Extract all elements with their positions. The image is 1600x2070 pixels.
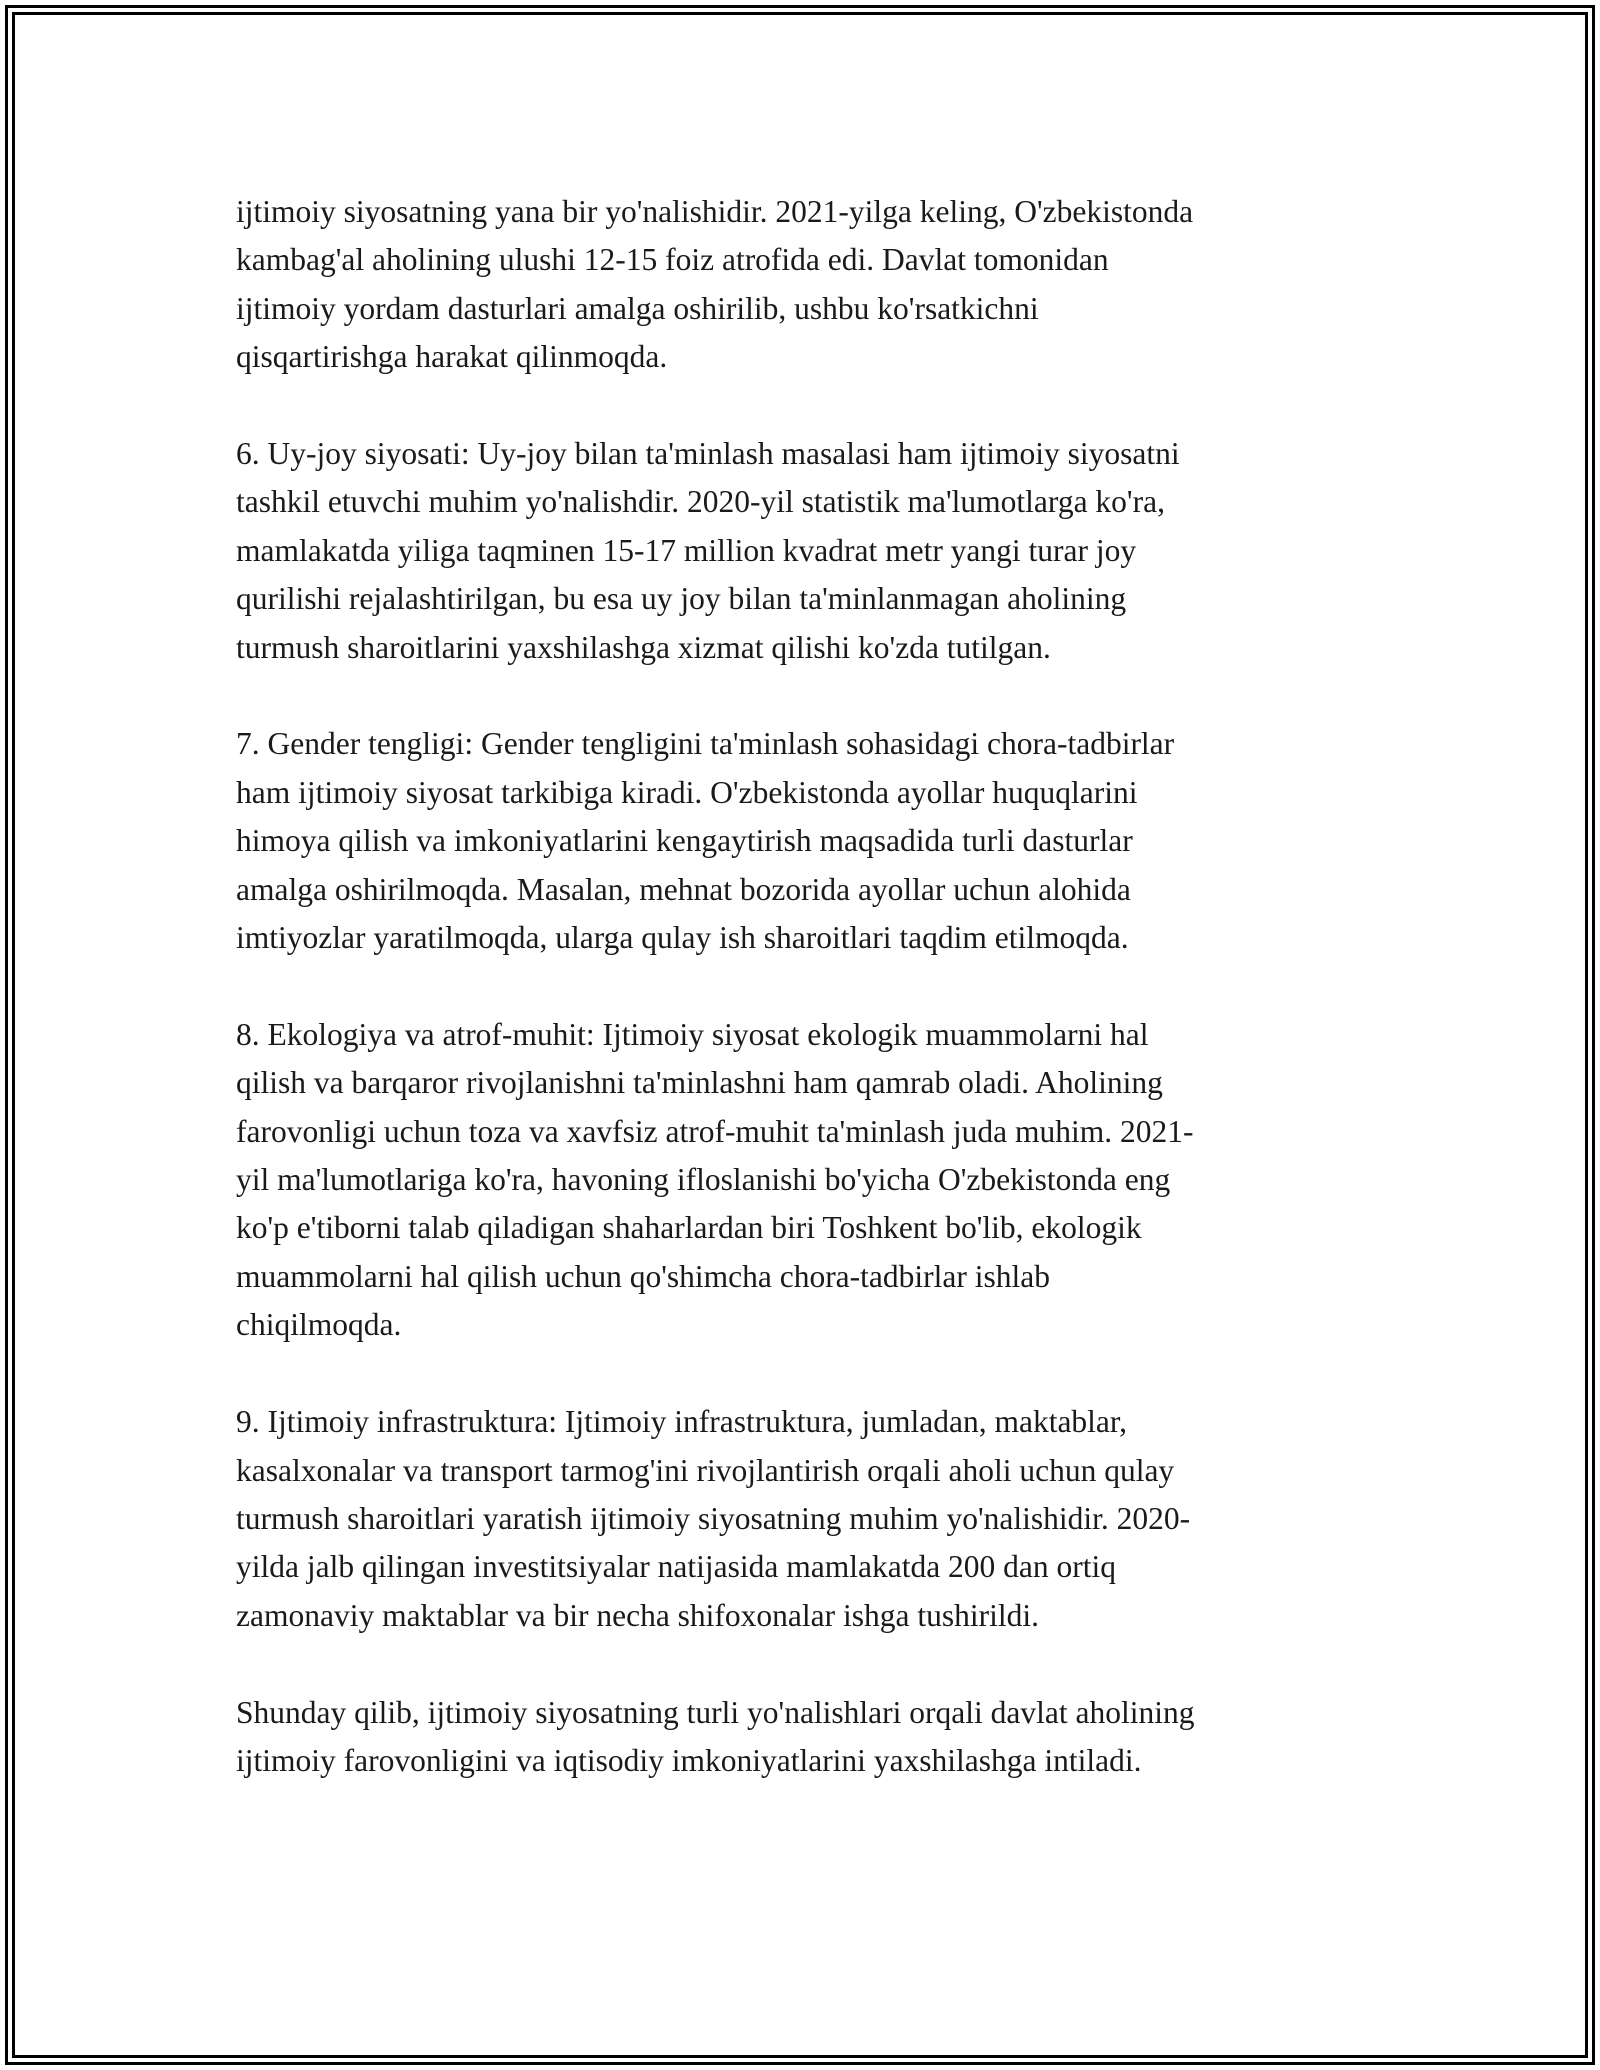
paragraph-social-infrastructure: 9. Ijtimoiy infrastruktura: Ijtimoiy infrastruktura, jumladan, maktablar, kasalxonalar va transport tarmog'ini rivojlantirish orqali aholi uchun qulay turmush sharoitlari yaratish ijtimoiy siyosatning muhim yo'nalishidir. 2020- yilda jalb qilingan investitsiyalar natijasida mamlakatda 200 dan ortiq zamonaviy maktablar va bir necha shifoxonalar ishga tushirildi. (236, 1404, 1191, 1633)
paragraph-conclusion: Shunday qilib, ijtimoiy siyosatning turli yo'nalishlari orqali davlat aholining ijtimoiy farovonligini va iqtisodiy imkoniyatlarini yaxshilashga intiladi. (236, 1694, 1195, 1778)
paragraph-poverty-continued: ijtimoiy siyosatning yana bir yo'nalishidir. 2021-yilga keling, O'zbekistonda kambag'al aholining ulushi 12-15 foiz atrofida edi. Davlat tomonidan ijtimoiy yordam dasturlari amalga oshirilib, ushbu ko'rsatkichni qisqartirishga harakat qilinmoqda. (236, 194, 1194, 375)
document-body (236, 188, 1366, 1834)
paragraph-housing-policy: 6. Uy-joy siyosati: Uy-joy bilan ta'minlash masalasi ham ijtimoiy siyosatni tashkil etuvchi muhim yo'nalishdir. 2020-yil statistik ma'lumotlarga ko'ra, mamlakatda yiliga taqminen 15-17 million kvadrat metr yangi turar joy qurilishi rejalashtirilgan, bu esa uy joy bilan ta'minlanmagan aholining turmush sharoitlarini yaxshilashga xizmat qilishi ko'zda tutilgan. (236, 436, 1180, 665)
paragraph-gender-equality: 7. Gender tengligi: Gender tengligini ta'minlash sohasidagi chora-tadbirlar ham ijtimoiy siyosat tarkibiga kiradi. O'zbekistonda ayollar huquqlarini himoya qilish va imkoniyatlarini kengaytirish maqsadida turli dasturlar amalga oshirilmoqda. Masalan, mehnat bozorida ayollar uchun alohida imtiyozlar yaratilmoqda, ularga qulay ish sharoitlari taqdim etilmoqda. (236, 726, 1175, 956)
paragraph-ecology: 8. Ekologiya va atrof-muhit: Ijtimoiy siyosat ekologik muammolarni hal qilish va barqaror rivojlanishni ta'minlashni ham qamrab oladi. Aholining farovonligi uchun toza va xavfsiz atrof-muhit ta'minlash juda muhim. 2021- yil ma'lumotlariga ko'ra, havoning ifloslanishi bo'yicha O'zbekistonda eng ko'p e'tiborni talab qiladigan shaharlardan biri Toshkent bo'lib, ekologik muammolarni hal qilish uchun qo'shimcha chora-tadbirlar ishlab chiqilmoqda. (236, 1016, 1194, 1343)
